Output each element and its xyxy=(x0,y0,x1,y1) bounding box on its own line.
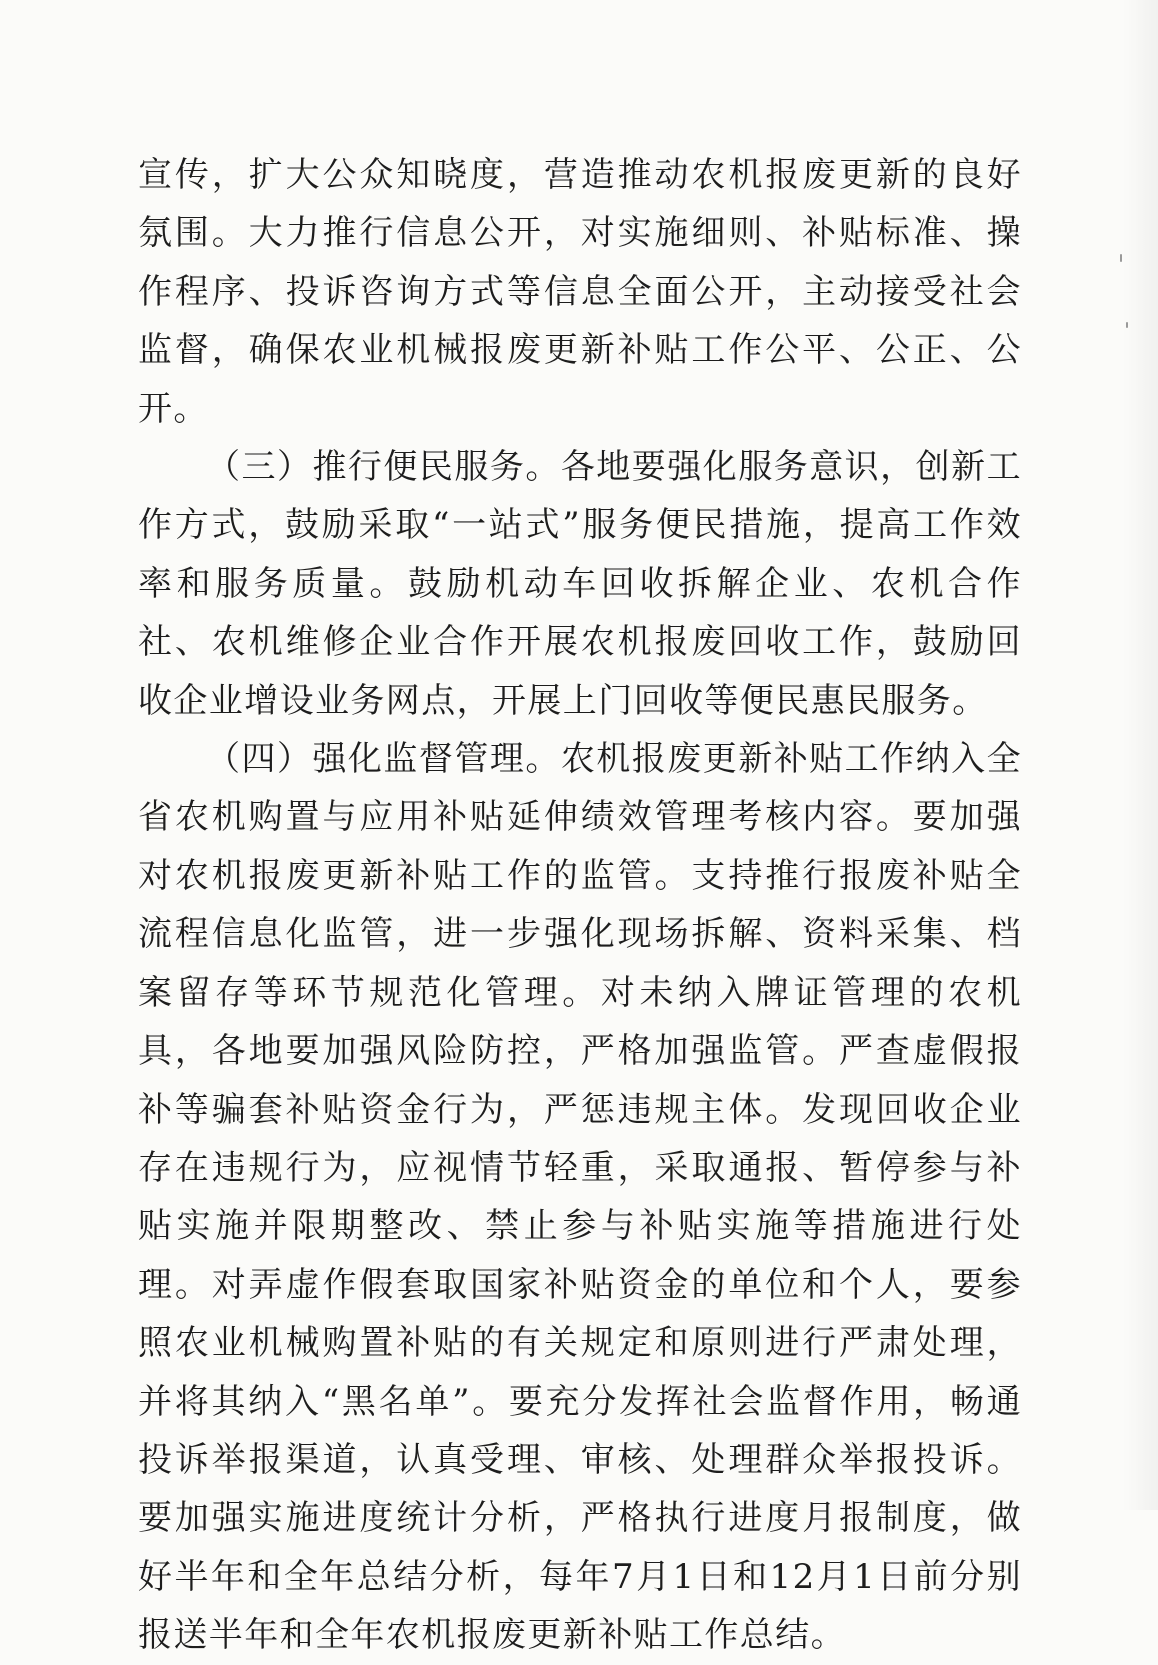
scan-speck xyxy=(1126,322,1128,328)
paragraph-text: 各地要强化服务意识，创新工作方式，鼓励采取“一站式”服务便民措施，提高工作效率和服务质量。鼓励机动车回收拆解企业、农机合作社、农机维修企业合作开展农机报废回收工作，鼓励回收企业增设业务网点，开展上门回收等便民惠民服务。 xyxy=(138,447,1023,721)
scan-speck xyxy=(1120,254,1122,262)
paragraph-convenience-service xyxy=(138,438,1022,730)
section-heading-three: （三）推行便民服务。 xyxy=(206,447,561,488)
document-body xyxy=(138,146,1022,1665)
paragraph-text: 宣传，扩大公众知晓度，营造推动农机报废更新的良好氛围。大力推行信息公开，对实施细则、补贴标准、操作程序、投诉咨询方式等信息全面公开，主动接受社会监督，确保农业机械报废更新补贴工作公平、公正、公开。 xyxy=(138,155,1022,429)
paragraph-supervision xyxy=(138,730,1022,1665)
paragraph-text: 农机报废更新补贴工作纳入全省农机购置与应用补贴延伸绩效管理考核内容。要加强对农机报废更新补贴工作的监管。支持推行报废补贴全流程信息化监管，进一步强化现场拆解、资料采集、档案留存等环节规范化管理。对未纳入牌证管理的农机具，各地要加强风险防控，严格加强监管。严查虚假报补等骗套补贴资金行为，严惩违规主体。发现回收企业存在违规行为，应视情节轻重，采取通报、暂停参与补贴实施并限期整改、禁止参与补贴实施等措施进行处理。对弄虚作假套取国家补贴资金的单位和个人，要参照农业机械购置补贴的有关规定和原则进行严肃处理，并将其纳入“黑名单”。要充分发挥社会监督作用，畅通投诉举报渠道，认真受理、审核、处理群众举报投诉。要加强实施进度统计分析，严格执行进度月报制度，做好半年和全年总结分析，每年7月1日和12月1日前分别报送半年和全年农机报废更新补贴工作总结。 xyxy=(138,739,1023,1656)
section-heading-four: （四）强化监督管理。 xyxy=(206,739,561,780)
paragraph-publicity xyxy=(138,146,1022,438)
